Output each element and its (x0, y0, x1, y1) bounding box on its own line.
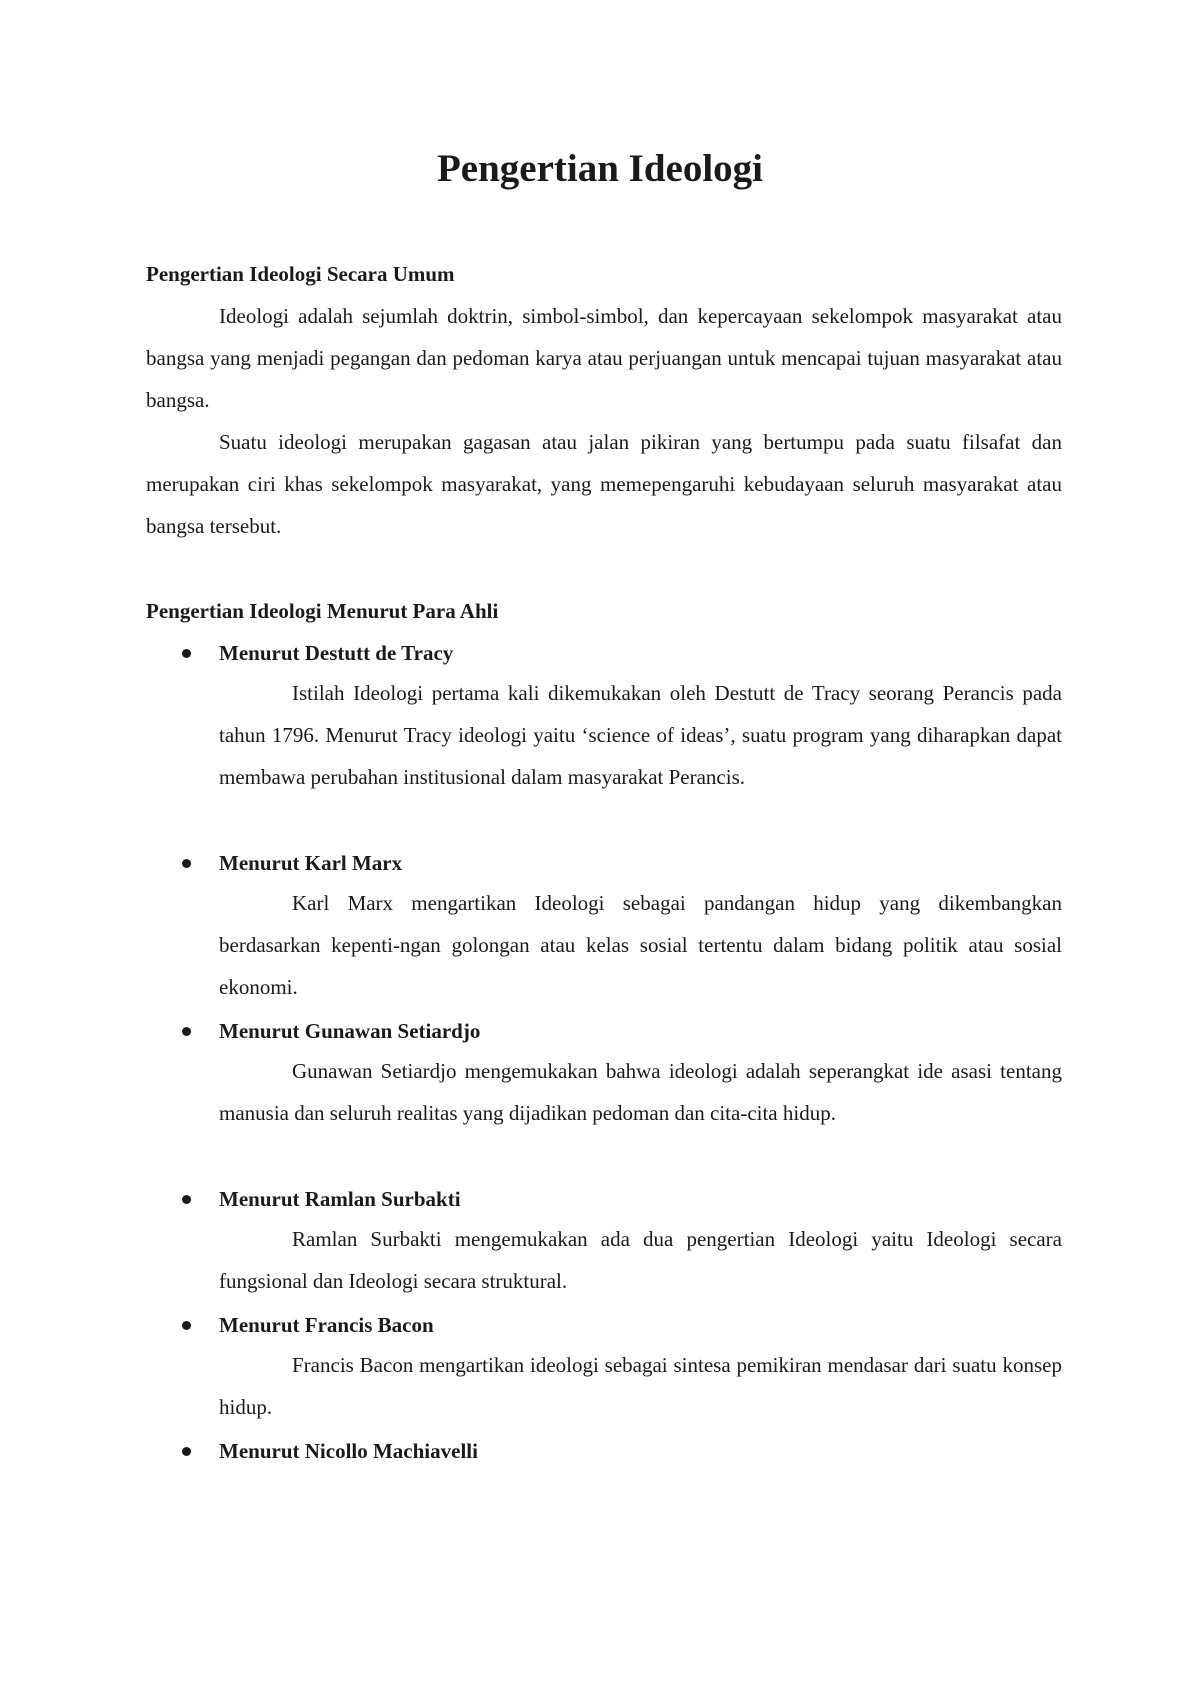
list-item-text-karl-marx: Karl Marx mengartikan Ideologi sebagai pandangan hidup yang dikembangkan berdasarkan kepenti-ngan golongan atau kelas sosial tertentu dalam bidang politik atau sosial ekonomi. (219, 891, 1062, 999)
list-item-francis-bacon (0, 1310, 1200, 1340)
list-item-label: Menurut Karl Marx (219, 851, 403, 875)
list-item-text-francis-bacon: Francis Bacon mengartikan ideologi sebagai sintesa pemikiran mendasar dari suatu konsep hidup. (219, 1353, 1062, 1419)
bullet-icon (182, 649, 191, 658)
list-item-label: Menurut Destutt de Tracy (219, 641, 454, 665)
bullet-icon (182, 1195, 191, 1204)
list-item-destutt-de-tracy (0, 638, 1200, 668)
bullet-icon (182, 1447, 191, 1456)
list-item-ramlan-surbakti (0, 1184, 1200, 1214)
bullet-icon (182, 859, 191, 868)
list-item-label: Menurut Nicollo Machiavelli (219, 1439, 478, 1463)
paragraph-umum-2: Suatu ideologi merupakan gagasan atau jalan pikiran yang bertumpu pada suatu filsafat dan merupakan ciri khas sekelompok masyarakat, yang memepengaruhi kebudayaan seluruh masyarakat atau bangsa tersebut. (146, 430, 1062, 538)
page-title: Pengertian Ideologi (436, 147, 764, 190)
section-heading-para-ahli: Pengertian Ideologi Menurut Para Ahli (146, 599, 499, 623)
section-heading-umum: Pengertian Ideologi Secara Umum (146, 262, 455, 286)
list-item-label: Menurut Francis Bacon (219, 1313, 434, 1337)
paragraph-umum-1: Ideologi adalah sejumlah doktrin, simbol-simbol, dan kepercayaan sekelompok masyarakat atau bangsa yang menjadi pegangan dan pedoman karya atau perjuangan untuk mencapai tujuan masyarakat atau bangsa. (146, 304, 1062, 412)
list-item-nicollo-machiavelli (0, 1436, 1200, 1466)
list-item-label: Menurut Gunawan Setiardjo (219, 1019, 481, 1043)
list-item-text-ramlan-surbakti: Ramlan Surbakti mengemukakan ada dua pengertian Ideologi yaitu Ideologi secara fungsional dan Ideologi secara struktural. (219, 1227, 1062, 1293)
bullet-icon (182, 1027, 191, 1036)
list-item-gunawan-setiardjo (0, 1016, 1200, 1046)
list-item-karl-marx (0, 848, 1200, 878)
list-item-text-destutt-de-tracy: Istilah Ideologi pertama kali dikemukakan oleh Destutt de Tracy seorang Perancis pada tahun 1796. Menurut Tracy ideologi yaitu ‘science of ideas’, suatu program yang diharapkan dapat membawa perubahan institusional dalam masyarakat Perancis. (219, 681, 1062, 789)
list-item-text-gunawan-setiardjo: Gunawan Setiardjo mengemukakan bahwa ideologi adalah seperangkat ide asasi tentang manusia dan seluruh realitas yang dijadikan pedoman dan cita-cita hidup. (219, 1059, 1062, 1125)
list-item-label: Menurut Ramlan Surbakti (219, 1187, 461, 1211)
bullet-icon (182, 1321, 191, 1330)
